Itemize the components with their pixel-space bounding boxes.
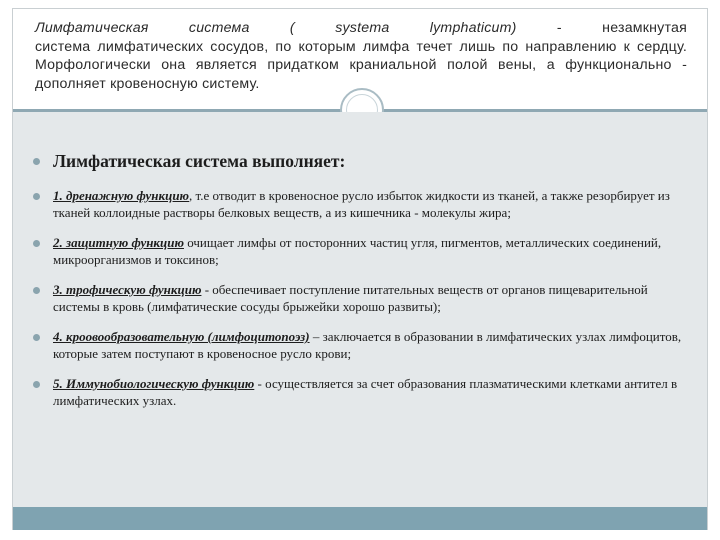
function-name: 3. трофическую функцию — [53, 282, 202, 297]
bullet-list — [33, 150, 688, 423]
function-description: - обеспечивает поступление питательных веществ от органов пищеварительной системы в кровь (лимфатические сосуды брыжейки хорошо развиты); — [53, 282, 648, 314]
heading-text: Лимфатическая система выполняет: — [53, 151, 346, 171]
function-name: 5. Иммунобиологическую функцию — [53, 376, 255, 391]
bullet-icon — [33, 287, 40, 294]
list-item — [33, 188, 688, 221]
header-first-line-rest: - незамкнутая — [516, 20, 687, 36]
bullet-icon — [33, 193, 40, 200]
function-description: , т.е отводит в кровеносное русло избыток жидкости из тканей, а также резорбирует из тканей коллоидные растворы белковых веществ, а из кишечника - молекулы жира; — [53, 188, 670, 220]
function-name: 4. кроовообразовательную (лимфоцитопоэз) — [53, 329, 310, 344]
footer-bar — [13, 507, 707, 530]
list-item — [33, 235, 688, 268]
header-body: система лимфатических сосудов, по которым лимфа течет лишь по направлению к сердцу. Морфологически она является придатком краниальной полой вены, а функционально - дополняет кровеносную систему. — [35, 38, 687, 92]
header-text — [35, 19, 687, 93]
function-description: очищает лимфы от посторонних частиц угля, пигментов, металлических соединений, микроорганизмов и токсинов; — [53, 235, 662, 267]
function-name: 2. защитную функцию — [53, 235, 184, 250]
function-description: – заключается в образовании в лимфатических узлах лимфоцитов, которые затем поступают в кровеносное русло крови; — [53, 329, 682, 361]
list-item — [33, 282, 688, 315]
list-item — [33, 329, 688, 362]
function-name: 1. дренажную функцию — [53, 188, 190, 203]
list-heading — [33, 150, 688, 172]
slide-frame — [12, 8, 708, 530]
header-first-line — [35, 19, 687, 38]
bullet-icon — [33, 240, 40, 247]
header-title: Лимфатическая система ( systema lymphaticum) — [35, 20, 517, 36]
function-description: - осуществляется за счет образования плазматическими клетками антител в лимфатических узлах. — [53, 376, 678, 408]
bullet-icon — [33, 158, 40, 165]
bullet-icon — [33, 334, 40, 341]
slide-content — [13, 112, 707, 507]
list-item — [33, 376, 688, 409]
bullet-icon — [33, 381, 40, 388]
